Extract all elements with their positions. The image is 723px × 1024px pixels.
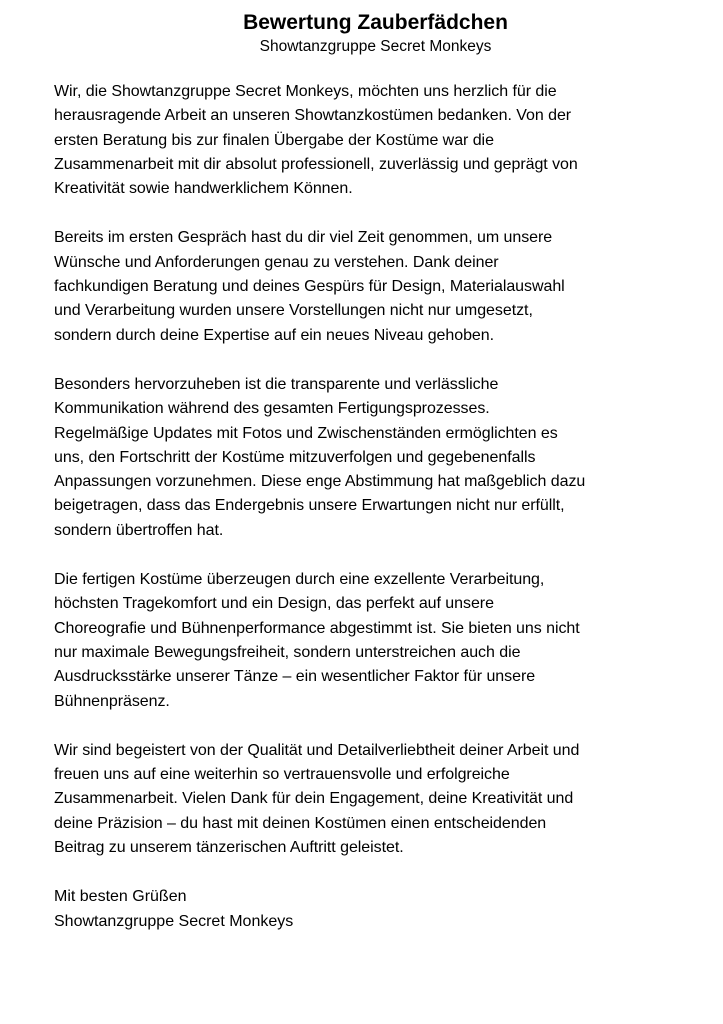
body-paragraph — [54, 373, 683, 543]
closing-greeting: Mit besten Grüßen — [54, 888, 187, 906]
paragraph-line: nur maximale Bewegungsfreiheit, sondern unterstreichen auch die — [54, 643, 521, 661]
paragraph-line: Bühnenpräsenz. — [54, 692, 170, 710]
paragraph-line: uns, den Fortschritt der Kostüme mitzuverfolgen und gegebenenfalls — [54, 448, 536, 466]
paragraph-line: Die fertigen Kostüme überzeugen durch eine exzellente Verarbeitung, — [54, 571, 545, 589]
body-paragraph — [54, 226, 683, 347]
paragraph-line: Regelmäßige Updates mit Fotos und Zwischenständen ermöglichten es — [54, 424, 558, 442]
paragraph-line: deine Präzision – du hast mit deinen Kostümen einen entscheidenden — [54, 814, 547, 832]
paragraph-line: Besonders hervorzuheben ist die transparente und verlässliche — [54, 375, 499, 393]
paragraph-line: und Verarbeitung wurden unsere Vorstellungen nicht nur umgesetzt, — [54, 302, 533, 320]
paragraph-line: beigetragen, dass das Endergebnis unsere Erwartungen nicht nur erfüllt, — [54, 497, 565, 515]
document-title: Bewertung Zauberfädchen — [243, 11, 508, 34]
paragraph-line: freuen uns auf eine weiterhin so vertrauensvolle und erfolgreiche — [54, 766, 510, 784]
paragraph-line: höchsten Tragekomfort und ein Design, das perfekt auf unsere — [54, 595, 494, 613]
document-body — [54, 80, 683, 860]
paragraph-line: sondern durch deine Expertise auf ein neues Niveau gehoben. — [54, 326, 495, 344]
paragraph-line: ersten Beratung bis zur finalen Übergabe der Kostüme war die — [54, 131, 494, 149]
paragraph-line: Bereits im ersten Gespräch hast du dir viel Zeit genommen, um unsere — [54, 229, 553, 247]
paragraph-line: Choreografie und Bühnenperformance abgestimmt ist. Sie bieten uns nicht — [54, 619, 580, 637]
paragraph-line: sondern übertroffen hat. — [54, 521, 224, 539]
paragraph-line: fachkundigen Beratung und deines Gespürs für Design, Materialauswahl — [54, 278, 565, 296]
paragraph-line: Ausdrucksstärke unserer Tänze – ein wesentlicher Faktor für unsere — [54, 668, 536, 686]
paragraph-line: Beitrag zu unserem tänzerischen Auftritt geleistet. — [54, 839, 404, 857]
paragraph-line: Wir sind begeistert von der Qualität und Detailverliebtheit deiner Arbeit und — [54, 741, 580, 759]
paragraph-line: Wünsche und Anforderungen genau zu verstehen. Dank deiner — [54, 253, 499, 271]
closing-block — [54, 885, 683, 934]
body-paragraph — [54, 80, 683, 201]
paragraph-line: Wir, die Showtanzgruppe Secret Monkeys, möchten uns herzlich für die — [54, 83, 557, 100]
paragraph-line: Zusammenarbeit mit dir absolut professionell, zuverlässig und geprägt von — [54, 155, 578, 173]
paragraph-line: Zusammenarbeit. Vielen Dank für dein Engagement, deine Kreativität und — [54, 790, 574, 808]
paragraph-line: Kreativität sowie handwerklichem Können. — [54, 180, 353, 198]
document-subtitle: Showtanzgruppe Secret Monkeys — [259, 38, 492, 55]
body-paragraph — [54, 739, 683, 860]
paragraph-line: Kommunikation während des gesamten Fertigungsprozesses. — [54, 400, 490, 418]
paragraph-line: herausragende Arbeit an unseren Showtanzkostümen bedanken. Von der — [54, 107, 572, 125]
body-paragraph — [54, 568, 683, 714]
paragraph-line: Anpassungen vorzunehmen. Diese enge Abstimmung hat maßgeblich dazu — [54, 473, 586, 491]
closing-signature: Showtanzgruppe Secret Monkeys — [54, 912, 294, 930]
